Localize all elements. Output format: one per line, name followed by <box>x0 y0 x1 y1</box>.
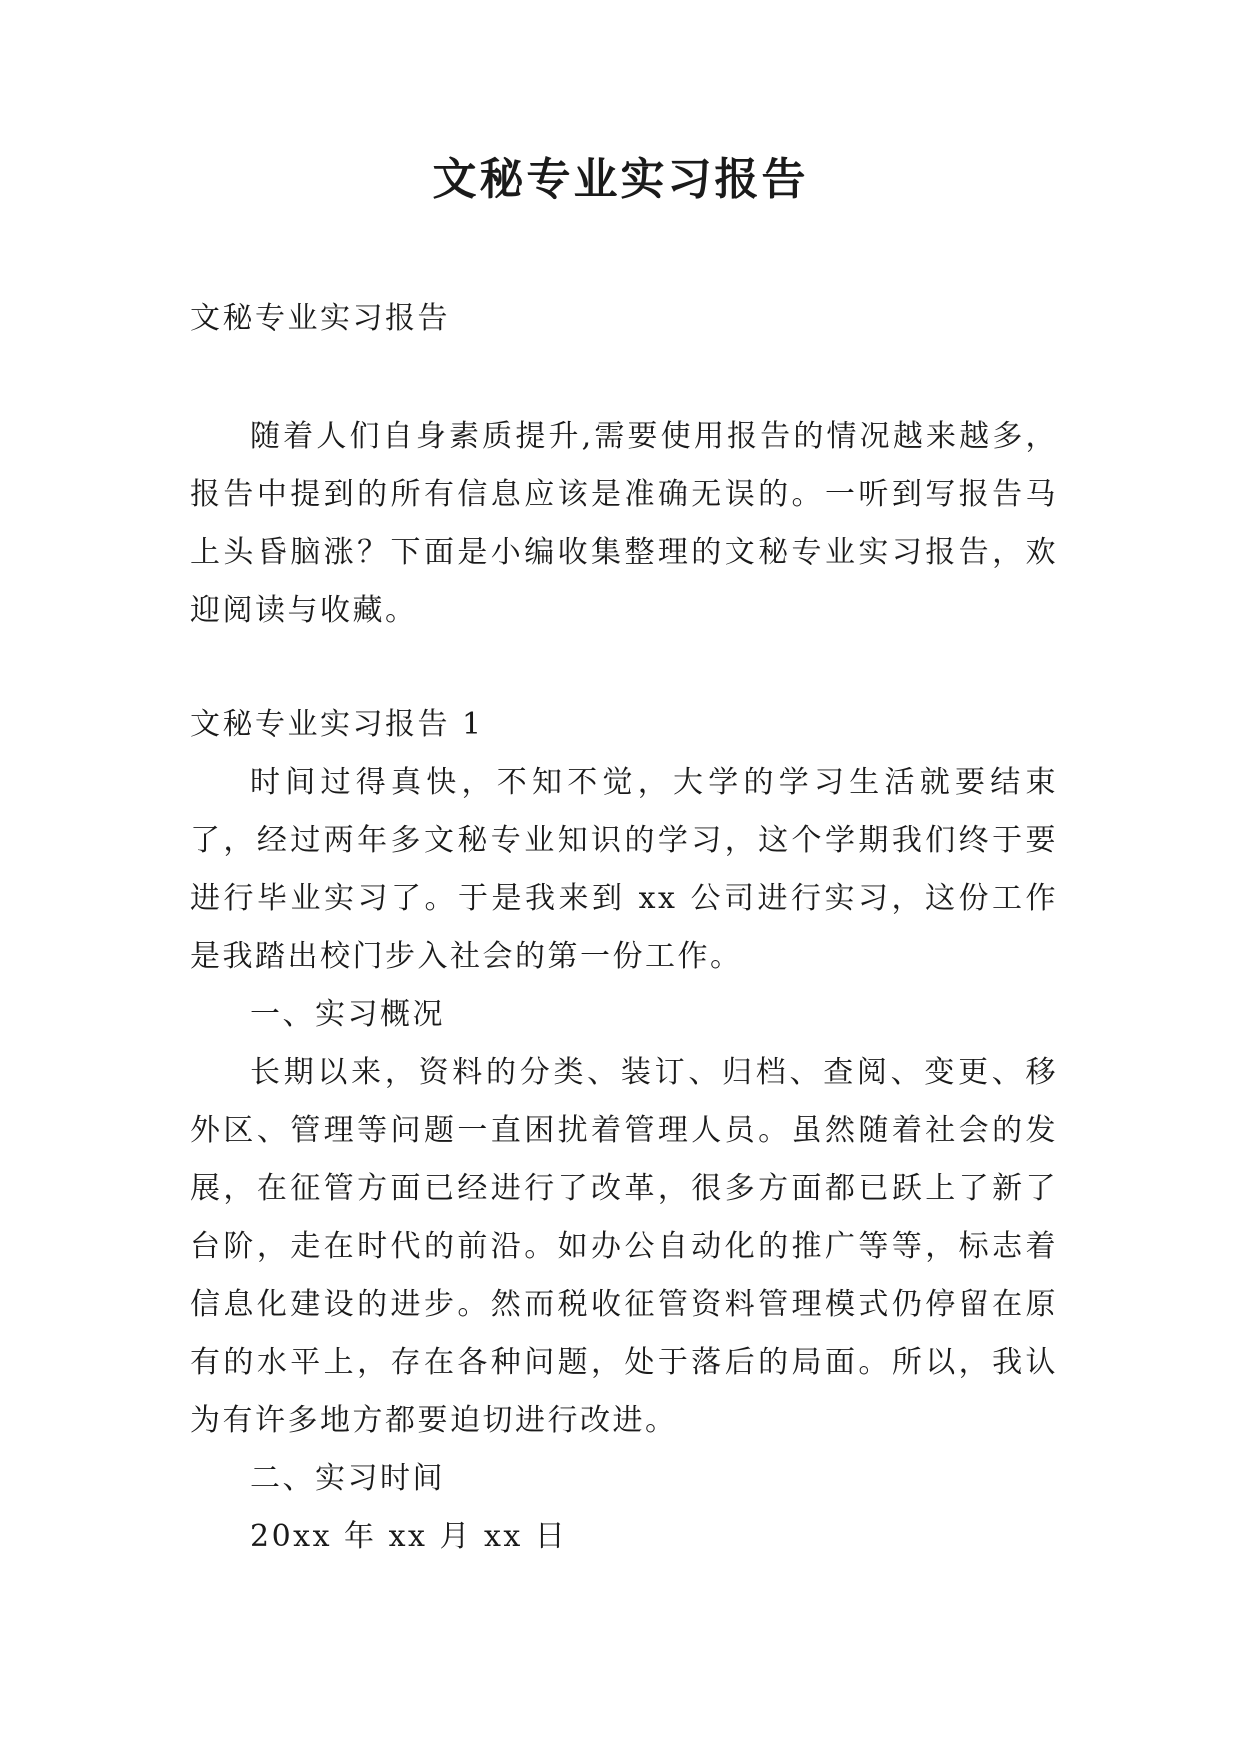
intro-paragraph: 随着人们自身素质提升,需要使用报告的情况越来越多，报告中提到的所有信息应该是准确无误的。一听到写报告马上头昏脑涨？下面是小编收集整理的文秘专业实习报告，欢迎阅读与收藏。 <box>190 419 1058 628</box>
overview-paragraph: 长期以来，资料的分类、装订、归档、查阅、变更、移外区、管理等问题一直困扰着管理人员。虽然随着社会的发展，在征管方面已经进行了改革，很多方面都已跃上了新了台阶，走在时代的前沿。如办公自动化的推广等等，标志着信息化建设的进步。然而税收征管资料管理模式仍停留在原有的水平上，存在各种问题，处于落后的局面。所以，我认为有许多地方都要迫切进行改进。 <box>190 1055 1058 1438</box>
document-body <box>190 290 1058 1566</box>
overview-heading: 一、实习概况 <box>250 997 445 1032</box>
time-value: 20xx 年 xx 月 xx 日 <box>250 1519 568 1554</box>
time-heading: 二、实习时间 <box>250 1461 445 1496</box>
section-1-paragraph: 时间过得真快，不知不觉，大学的学习生活就要结束了，经过两年多文秘专业知识的学习，这个学期我们终于要进行毕业实习了。于是我来到 xx 公司进行实习，这份工作是我踏出校门步入社会的第一份工作。 <box>190 765 1058 974</box>
document-subtitle: 文秘专业实习报告 <box>190 301 450 336</box>
section-1-title: 文秘专业实习报告 1 <box>190 707 484 742</box>
document-title: 文秘专业实习报告 <box>432 154 809 205</box>
spacer <box>190 348 1058 408</box>
spacer <box>190 640 1058 696</box>
